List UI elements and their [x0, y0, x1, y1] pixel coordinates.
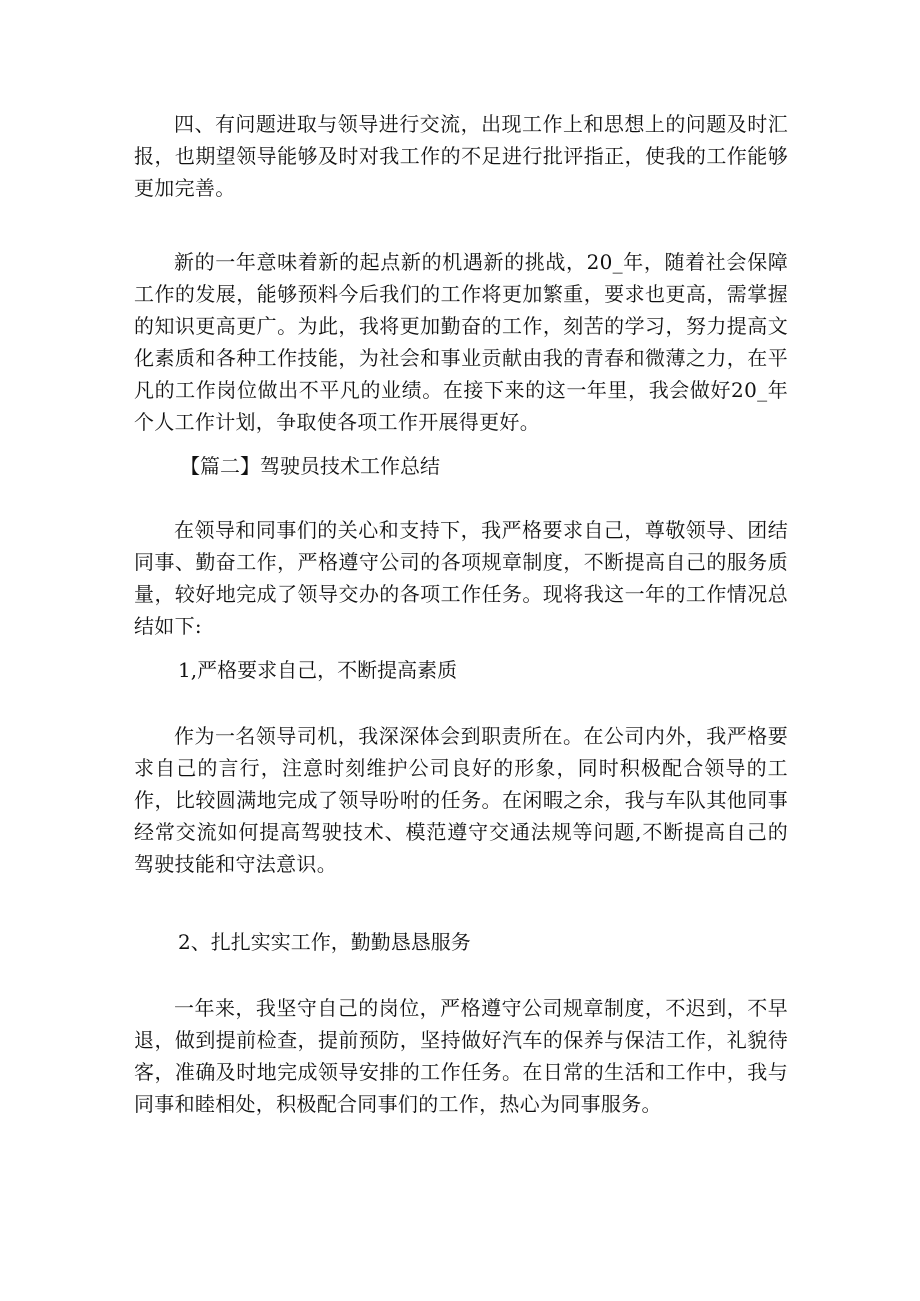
section-heading: 【篇二】驾驶员技术工作总结 [180, 454, 440, 478]
paragraph-summary-intro: 在领导和同事们的关心和支持下，我严格要求自己，尊敬领导、团结同事、勤奋工作，严格遵守公司的各项规章制度，不断提高自己的服务质量，较好地完成了领导交办的各项工作任务。现将我这一年的工作情况总结如下: [134, 518, 788, 638]
paragraph-year-review: 一年来，我坚守自己的岗位，严格遵守公司规章制度，不迟到，不早退，做到提前检查，提前预防，坚持做好汽车的保养与保洁工作，礼貌待客，准确及时地完成领导安排的工作任务。在日常的生活和工作中，我与同事和睦相处，积极配合同事们的工作，热心为同事服务。 [134, 996, 788, 1116]
paragraph-communication: 四、有问题进取与领导进行交流，出现工作上和思想上的问题及时汇报，也期望领导能够及时对我工作的不足进行批评指正，使我的工作能够更加完善。 [134, 112, 788, 200]
item-heading-strict-requirements: 1,严格要求自己，不断提高素质 [178, 658, 458, 682]
paragraph-driver-duties: 作为一名领导司机，我深深体会到职责所在。在公司内外，我严格要求自己的言行，注意时刻维护公司良好的形象，同时积极配合领导的工作，比较圆满地完成了领导吩咐的任务。在闲暇之余，我与车队其他同事经常交流如何提高驾驶技术、模范遵守交通法规等问题,不断提高自己的驾驶技能和守法意识。 [134, 724, 788, 876]
paragraph-new-year-plan: 新的一年意味着新的起点新的机遇新的挑战，20_年，随着社会保障工作的发展，能够预料今后我们的工作将更加繁重，要求也更高，需掌握的知识更高更广。为此，我将更加勤奋的工作，刻苦的学习，努力提高文化素质和各种工作技能，为社会和事业贡献由我的青春和微薄之力，在平凡的工作岗位做出不平凡的业绩。在接下来的这一年里，我会做好20_年个人工作计划，争取使各项工作开展得更好。 [134, 250, 788, 434]
item-heading-diligent-service: 2、扎扎实实工作，勤勤恳恳服务 [178, 930, 471, 954]
